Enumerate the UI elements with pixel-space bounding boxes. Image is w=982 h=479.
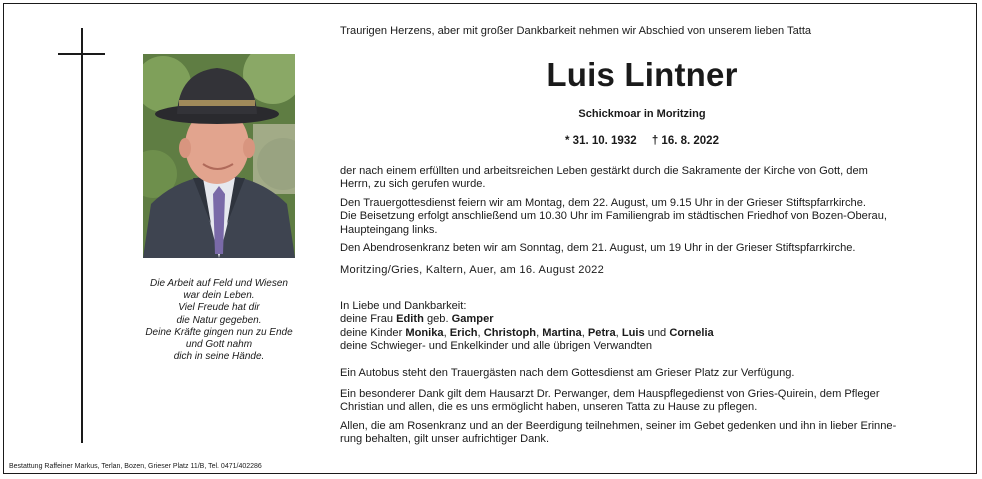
poem-line: Viel Freude hat dir — [178, 302, 260, 314]
text-line: der nach einem erfüllten und arbeitsreichen Leben gestärkt durch die Sakramente der Kirche von Gott, dem — [340, 165, 868, 177]
poem-line: und Gott nahm — [185, 339, 253, 351]
final-thanks — [340, 420, 896, 447]
deceased-nickname: Schickmoar in Moritzing — [578, 108, 706, 120]
cross-icon-horizontal — [58, 53, 105, 55]
mourners-children: deine Kinder Monika, Erich, Christoph, Martina, Petra, Luis und Cornelia — [340, 326, 714, 339]
poem-line: war dein Leben. — [183, 290, 255, 302]
mourners-list — [340, 300, 714, 354]
text-line: Herrn, zu sich gerufen wurde. — [340, 178, 486, 191]
poem-line: dich in seine Hände. — [173, 351, 265, 363]
text-line: Ein besonderer Dank gilt dem Hausarzt Dr. Perwanger, dem Hauspflegedienst von Gries-Quirein, dem Pfleger — [340, 388, 880, 400]
funeral-home-footer: Bestattung Raffeiner Markus, Terlan, Bozen, Grieser Platz 11/B, Tel. 0471/402286 — [9, 463, 262, 470]
text-line: Die Beisetzung erfolgt anschließend um 10.30 Uhr im Familiengrab im städtischen Friedhof von Bozen-Oberau, — [340, 210, 887, 223]
poem-line: Deine Kräfte gingen nun zu Ende — [145, 326, 293, 338]
text-line: Haupteingang links. — [340, 223, 438, 236]
mourners-wife: deine Frau Edith geb. Gamper — [340, 313, 494, 326]
bus-notice: Ein Autobus steht den Trauergästen nach dem Gottesdienst am Grieser Platz zur Verfügung. — [340, 367, 795, 379]
memorial-poem — [110, 278, 328, 363]
deceased-name: Luis Lintner — [546, 56, 738, 93]
paragraph-service — [340, 197, 887, 237]
special-thanks — [340, 388, 880, 415]
birth-date: * 31. 10. 1932 — [565, 135, 637, 147]
text-line: rung behalten, gilt unser aufrichtiger Dank. — [340, 433, 550, 446]
text-line: Allen, die am Rosenkranz und an der Beerdigung teilnehmen, seiner im Gebet gedenken und ihn in lieber Erinne- — [340, 420, 897, 432]
poem-line: Die Arbeit auf Feld und Wiesen — [150, 278, 288, 289]
mourners-others: deine Schwieger- und Enkelkinder und alle übrigen Verwandten — [340, 340, 653, 353]
cross-icon-vertical — [81, 28, 83, 443]
text-line: Den Trauergottesdienst feiern wir am Montag, dem 22. August, um 9.15 Uhr in der Grieser Stiftspfarrkirche. — [340, 197, 866, 209]
intro-line: Traurigen Herzens, aber mit großer Dankbarkeit nehmen wir Abschied von unserem lieben Tatta — [340, 25, 812, 37]
place-and-date: Moritzing/Gries, Kaltern, Auer, am 16. August 2022 — [340, 264, 605, 276]
poem-line: die Natur gegeben. — [176, 314, 262, 326]
paragraph-passing — [340, 165, 868, 192]
portrait-photo — [143, 54, 295, 258]
death-date: † 16. 8. 2022 — [651, 135, 719, 147]
text-line: Christian und allen, die es uns ermöglicht haben, unseren Tatta zu Hause zu pflegen. — [340, 401, 758, 414]
life-dates — [340, 135, 944, 147]
mourners-heading: In Liebe und Dankbarkeit: — [340, 300, 467, 312]
paragraph-rosary: Den Abendrosenkranz beten wir am Sonntag, dem 21. August, um 19 Uhr in der Grieser Stiftspfarrkirche. — [340, 242, 856, 254]
